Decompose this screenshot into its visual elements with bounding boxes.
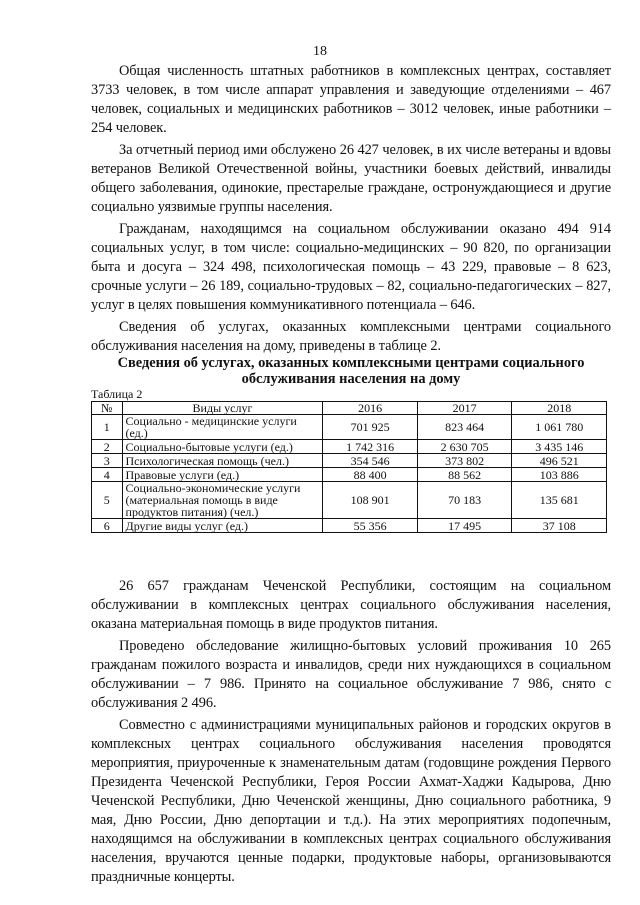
- table-caption: Таблица 2: [91, 387, 143, 401]
- column-header: №: [92, 402, 123, 415]
- table-cell: 103 886: [512, 468, 607, 482]
- table-cell: 17 495: [417, 519, 512, 533]
- paragraph: Общая численность штатных работников в комплексных центрах, составляет 3733 человек, в том числе аппарат управления и заведующие отделениями – 467 человек, социальных и медицинских работников – 3012 человек, иные работники – 254 человек.: [91, 63, 611, 136]
- table-cell: 37 108: [512, 519, 607, 533]
- column-header: 2016: [323, 402, 418, 415]
- paragraph: За отчетный период ими обслужено 26 427 человек, в их числе ветераны и вдовы ветеранов Великой Отечественной войны, участники боевых действий, инвалиды общего заболевания, одинокие, престарелые граждане, остронуждающиеся и другие социально уязвимые группы населения.: [91, 142, 611, 215]
- table-row: [92, 468, 607, 482]
- paragraph: Проведено обследование жилищно-бытовых условий проживания 10 265 гражданам пожилого возраста и инвалидов, среди них нуждающихся в социальном обслуживании – 7 986. Принято на социальное обслуживание 7 986, снято с обслуживания 2 496.: [91, 638, 611, 711]
- table-title: Сведения об услугах, оказанных комплексными центрами социального обслуживания населения на дому: [117, 355, 585, 387]
- table-row: [92, 454, 607, 468]
- table-cell: 3 435 146: [512, 440, 607, 454]
- column-header: Виды услуг: [122, 402, 323, 415]
- paragraph: Сведения об услугах, оказанных комплексными центрами социального обслуживания населения на дому, приведены в таблице 2.: [91, 319, 611, 354]
- table-cell: 135 681: [512, 482, 607, 519]
- table-cell: 3: [92, 454, 123, 468]
- column-header: 2018: [512, 402, 607, 415]
- paragraph: Гражданам, находящимся на социальном обслуживании оказано 494 914 социальных услуг, в том числе: социально-медицинских – 90 820, по организации быта и досуга – 324 498, психологическая помощь – 43 229, правовые – 8 623, срочные услуги – 26 189, социально-трудовых – 82, социально-педагогических – 827, услуг в целях повышения коммуникативного потенциала – 646.: [91, 221, 611, 313]
- table-cell: 354 546: [323, 454, 418, 468]
- table-cell: 1 742 316: [323, 440, 418, 454]
- table-cell: 701 925: [323, 415, 418, 440]
- table-cell: 5: [92, 482, 123, 519]
- table-cell: 88 562: [417, 468, 512, 482]
- paragraph: Совместно с администрациями муниципальных районов и городских округов в комплексных центрах социального обслуживания населения проводятся мероприятия, приуроченные к знаменательным датам (годовщине рождения Первого Президента Чеченской Республики, Героя России Ахмат-Хаджи Кадырова, Дню Чеченской Республики, Дню Чеченской женщины, Дню социального работника, 9 мая, Дню России, Дню депортации и т.д.). На этих мероприятиях подопечным, находящимся на обслуживании в комплексных центрах социального обслуживания населения, вручаются ценные подарки, продуктовые наборы, организовываются праздничные концерты.: [91, 717, 611, 885]
- table-cell: 4: [92, 468, 123, 482]
- table-cell: 1 061 780: [512, 415, 607, 440]
- table-cell: 108 901: [323, 482, 418, 519]
- table-cell: 1: [92, 415, 123, 440]
- table-cell: Другие виды услуг (ед.): [122, 519, 323, 533]
- text-block-top: [91, 62, 611, 356]
- table-cell: Психологическая помощь (чел.): [122, 454, 323, 468]
- table-cell: 6: [92, 519, 123, 533]
- table-cell: Социально-бытовые услуги (ед.): [122, 440, 323, 454]
- table-cell: 55 356: [323, 519, 418, 533]
- page-number: 18: [313, 44, 327, 59]
- table-cell: 373 802: [417, 454, 512, 468]
- table-cell: Социально-экономические услуги (материальная помощь в виде продуктов питания) (чел.): [122, 482, 323, 519]
- table-cell: 2: [92, 440, 123, 454]
- table-header-row: [92, 402, 607, 415]
- column-header: 2017: [417, 402, 512, 415]
- table-row: [92, 415, 607, 440]
- table-cell: 496 521: [512, 454, 607, 468]
- table-cell: 823 464: [417, 415, 512, 440]
- text-block-bottom: [91, 577, 611, 887]
- table-cell: 2 630 705: [417, 440, 512, 454]
- table-row: [92, 482, 607, 519]
- table-cell: 88 400: [323, 468, 418, 482]
- table-row: [92, 519, 607, 533]
- services-table: [91, 401, 607, 533]
- table-cell: Правовые услуги (ед.): [122, 468, 323, 482]
- table-row: [92, 440, 607, 454]
- table-cell: Социально - медицинские услуги (ед.): [122, 415, 323, 440]
- paragraph: 26 657 гражданам Чеченской Республики, состоящим на социальном обслуживании в комплексных центрах социального обслуживания населения, оказана материальная помощь в виде продуктов питания.: [91, 578, 611, 632]
- table-cell: 70 183: [417, 482, 512, 519]
